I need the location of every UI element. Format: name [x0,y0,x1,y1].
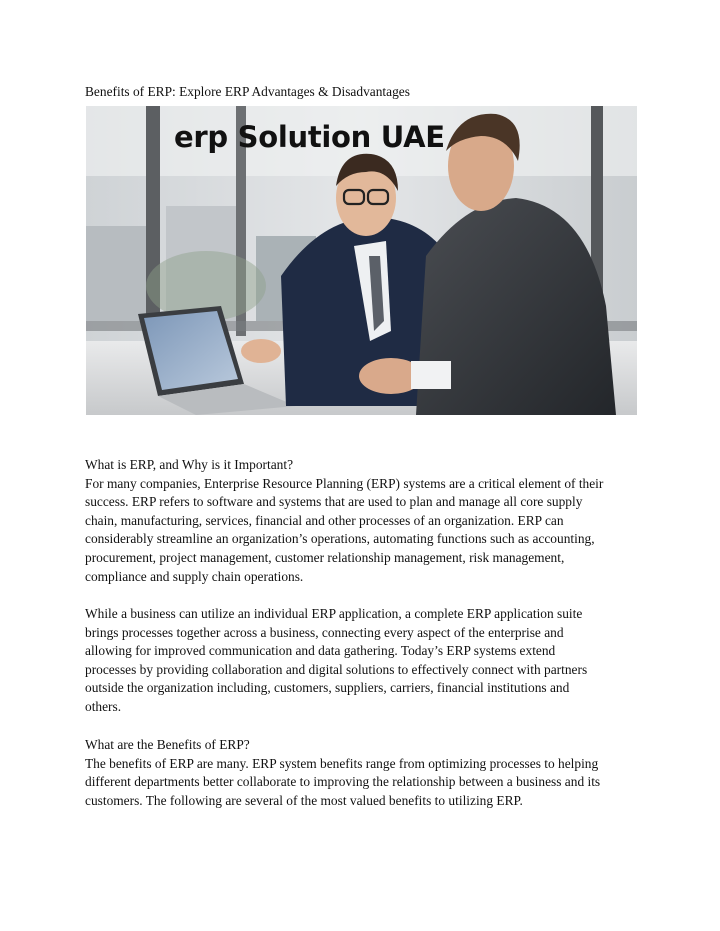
section-heading: What is ERP, and Why is it Important? [85,457,294,472]
section-benefits-of-erp [85,736,645,810]
paragraph-line: processes by providing collaboration and digital solutions to effectively connect with partners [85,661,588,677]
paragraph-line: brings processes together across a business, connecting every aspect of the enterprise and [85,624,564,640]
paragraph-line: procurement, project management, customer relationship management, risk management, [85,549,565,565]
paragraph-line: outside the organization including, customers, suppliers, carriers, financial institutions and [85,680,570,696]
hero-photo [86,106,637,415]
paragraph-line: For many companies, Enterprise Resource Planning (ERP) systems are a critical element of their [85,475,604,491]
paragraph-line: different departments better collaborate to improving the relationship between a business and its [85,774,601,790]
paragraph-line: success. ERP refers to software and systems that are used to plan and manage all core supply [85,494,583,510]
paragraph-line: compliance and supply chain operations. [85,568,304,584]
paragraph-line: While a business can utilize an individual ERP application, a complete ERP application suite [85,606,583,621]
section-erp-suite [85,605,645,717]
paragraph-line: chain, manufacturing, services, financial and other processes of an organization. ERP can [85,512,564,528]
paragraph-line: others. [85,698,122,714]
paragraph-line: allowing for improved communication and data gathering. Today’s ERP systems extend [85,643,556,659]
document-title: Benefits of ERP: Explore ERP Advantages & Disadvantages [85,84,410,99]
section-what-is-erp [85,456,645,586]
paragraph-line: The benefits of ERP are many. ERP system benefits range from optimizing processes to helping [85,755,599,771]
paragraph-line: considerably streamline an organization’s operations, automating functions such as accounting, [85,531,595,547]
section-heading: What are the Benefits of ERP? [85,737,250,752]
hero-caption: erp Solution UAE [174,120,445,154]
paragraph-line: customers. The following are several of the most valued benefits to utilizing ERP. [85,792,523,808]
